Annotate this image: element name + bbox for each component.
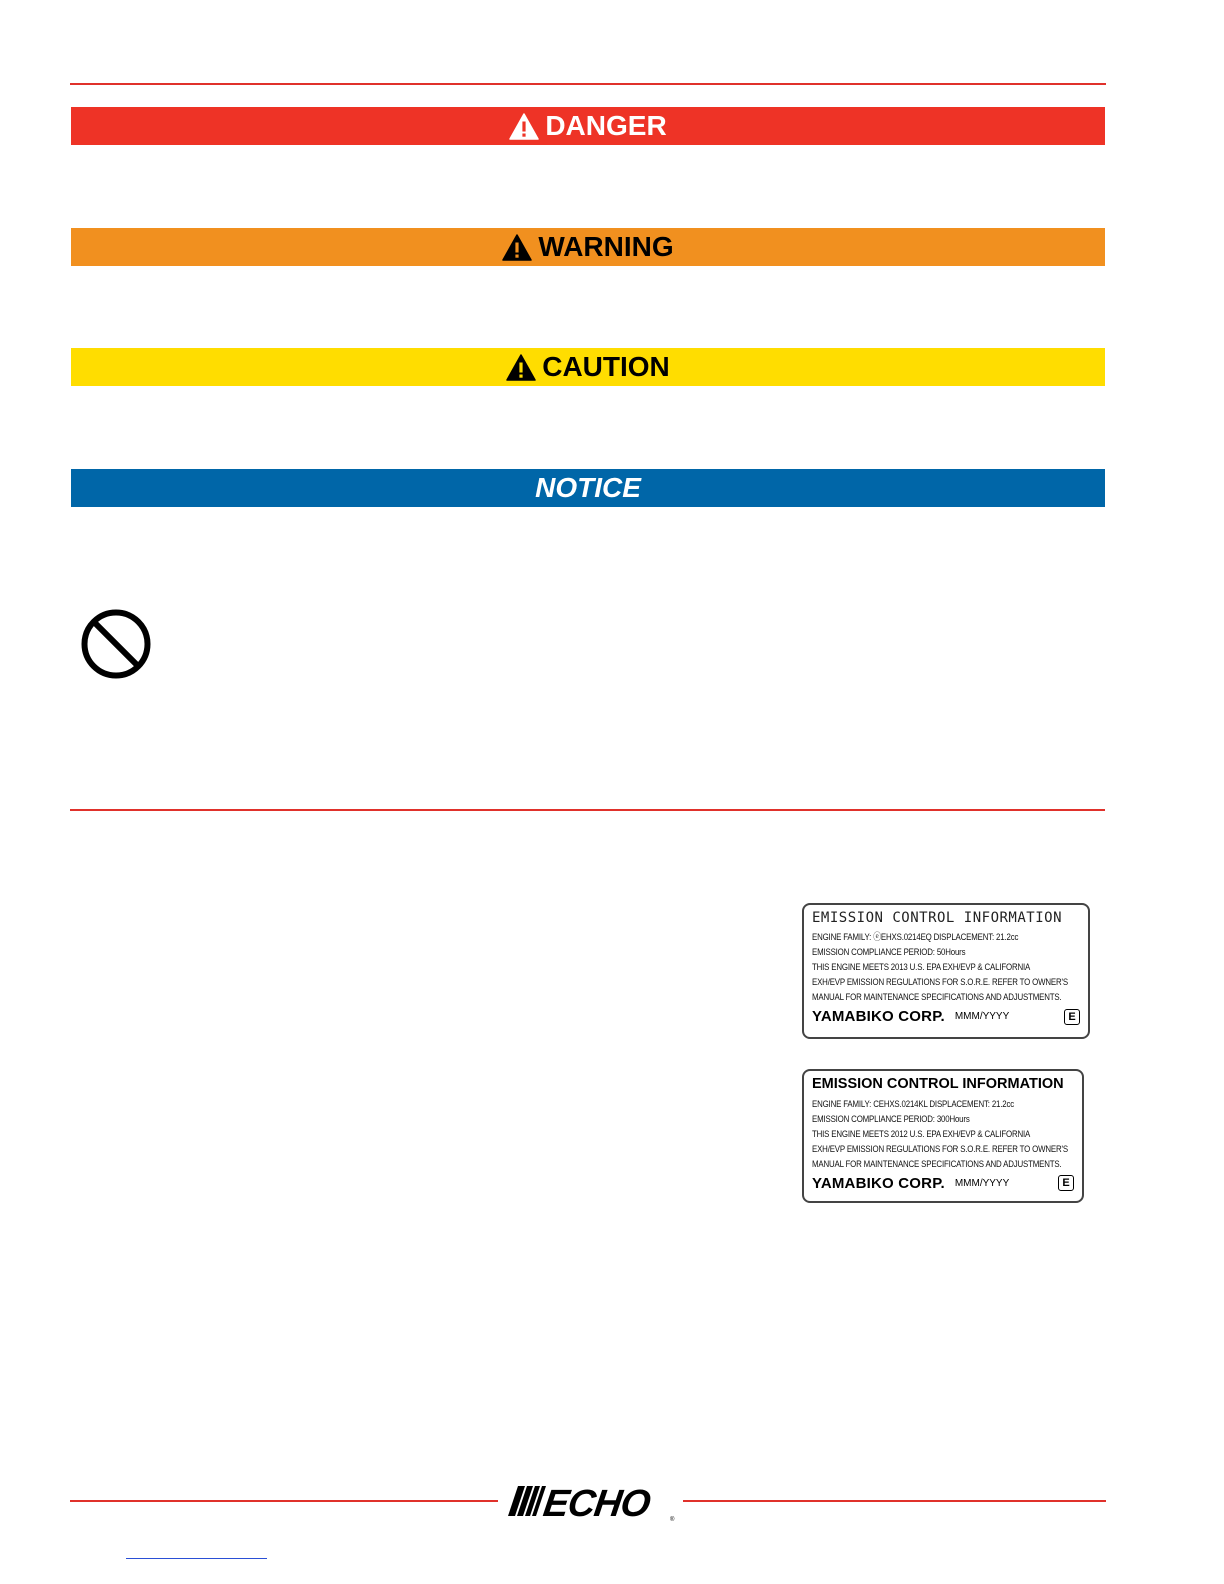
compliance-period-line: EMISSION COMPLIANCE PERIOD: 300Hours xyxy=(812,1112,970,1124)
warning-label: WARNING xyxy=(538,231,674,262)
warning-triangle-icon xyxy=(506,354,536,381)
danger-banner xyxy=(71,107,1105,145)
date-code: MMM/YYYY xyxy=(954,1177,1010,1189)
emission-label-2013 xyxy=(802,903,1090,1039)
regulation-line: MANUAL FOR MAINTENANCE SPECIFICATIONS AND ADJUSTMENTS. xyxy=(812,1157,1062,1169)
regulation-line: THIS ENGINE MEETS 2013 U.S. EPA EXH/EVP & CALIFORNIA xyxy=(812,961,1031,972)
regulation-line: MANUAL FOR MAINTENANCE SPECIFICATIONS AND ADJUSTMENTS. xyxy=(812,991,1062,1002)
svg-text:®: ® xyxy=(670,1517,675,1523)
notice-banner xyxy=(71,469,1105,507)
prohibition-icon xyxy=(80,608,152,680)
danger-label: DANGER xyxy=(545,110,667,141)
regulation-line: EXH/EVP EMISSION REGULATIONS FOR S.O.R.E. REFER TO OWNER'S xyxy=(812,976,1068,987)
compliance-period-line: EMISSION COMPLIANCE PERIOD: 50Hours xyxy=(812,946,966,957)
warning-triangle-icon xyxy=(502,234,532,261)
svg-text:ECHO: ECHO xyxy=(540,1482,653,1524)
caution-label: CAUTION xyxy=(542,351,670,382)
regulation-line: THIS ENGINE MEETS 2012 U.S. EPA EXH/EVP & CALIFORNIA xyxy=(812,1127,1031,1139)
warning-triangle-icon xyxy=(509,113,539,140)
echo-logo xyxy=(498,1482,683,1524)
manufacturer-name: YAMABIKO CORP. xyxy=(812,1008,945,1025)
e-badge-icon: E xyxy=(1064,1009,1080,1025)
notice-label: NOTICE xyxy=(535,472,641,503)
e-badge-icon: E xyxy=(1058,1175,1074,1191)
emission-label-2012 xyxy=(802,1069,1084,1203)
date-code: MMM/YYYY xyxy=(954,1011,1010,1022)
warning-banner xyxy=(71,228,1105,266)
engine-family-line: ENGINE FAMILY: ⓔEHXS.0214EQ DISPLACEMENT: 21.2cc xyxy=(812,931,1019,942)
manufacturer-name: YAMABIKO CORP. xyxy=(812,1174,945,1192)
top-rule xyxy=(70,83,1106,85)
emission-label-heading: EMISSION CONTROL INFORMATION xyxy=(812,1076,1064,1092)
footer-link-underline[interactable] xyxy=(126,1558,267,1559)
section-rule xyxy=(70,809,1105,811)
engine-family-line: ENGINE FAMILY: CEHXS.0214KL DISPLACEMENT: 21.2cc xyxy=(812,1097,1015,1109)
regulation-line: EXH/EVP EMISSION REGULATIONS FOR S.O.R.E. REFER TO OWNER'S xyxy=(812,1142,1068,1154)
caution-banner xyxy=(71,348,1105,386)
emission-label-heading: EMISSION CONTROL INFORMATION xyxy=(812,910,1063,926)
